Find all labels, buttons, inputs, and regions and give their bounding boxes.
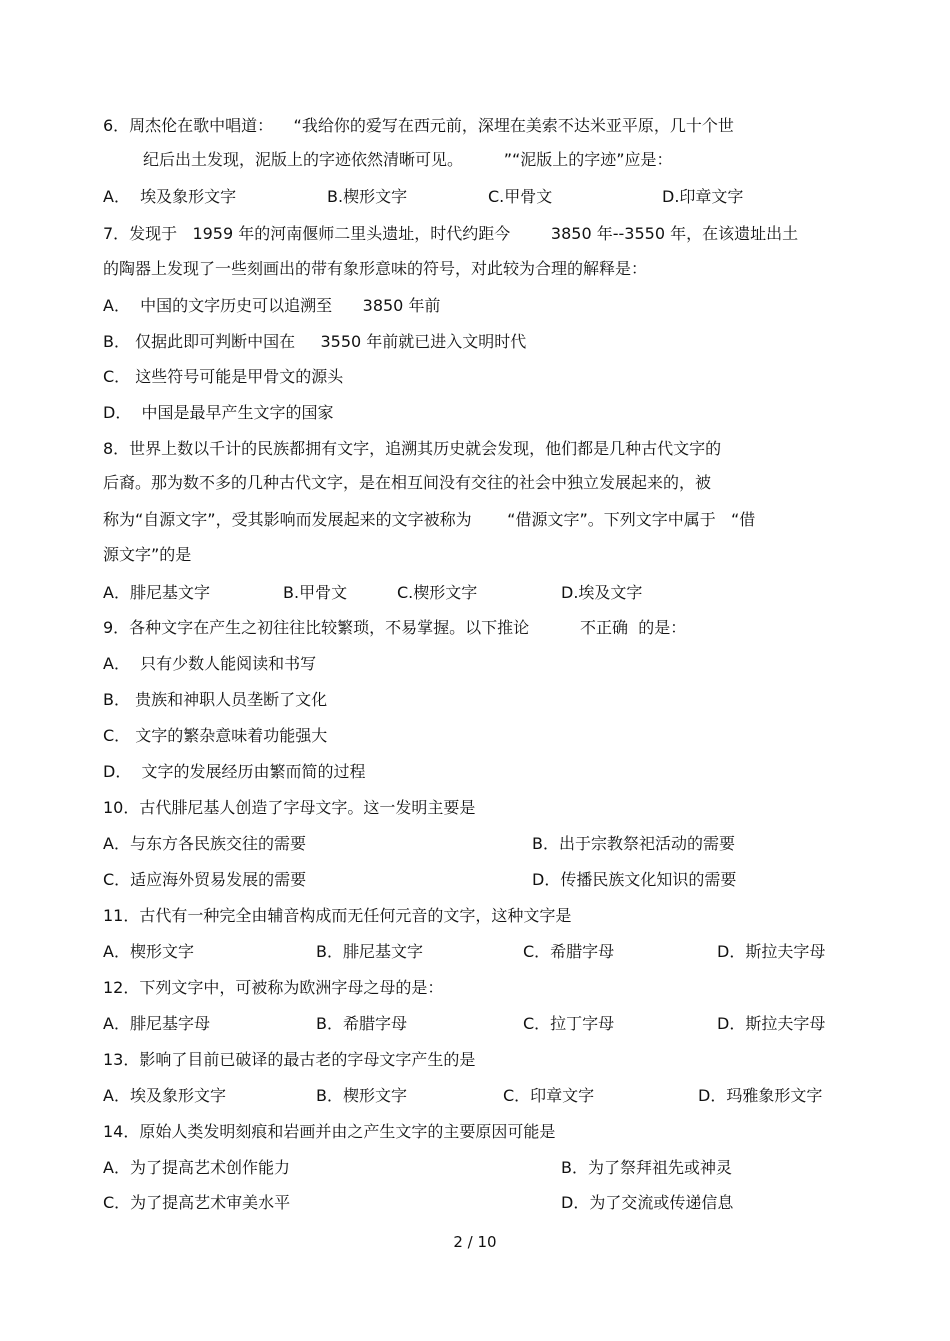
text-line: B.楔形文字 (327, 187, 408, 206)
text-line: D.印章文字 (662, 187, 744, 206)
text-line: 后裔。那为数不多的几种古代文字，是在相互间没有交往的社会中独立发展起来的，被 (103, 473, 712, 492)
text-line: D．玛雅象形文字 (698, 1086, 823, 1105)
text-line: 称为“自源文字”，受其影响而发展起来的文字被称为 “借源文字”。下列文字中属于 “借 (103, 510, 756, 529)
text-line: C．为了提高艺术审美水平 (103, 1193, 291, 1212)
text-line: A．腓尼基字母 (103, 1014, 210, 1033)
text-line: 10．古代腓尼基人创造了字母文字。这一发明主要是 (103, 798, 476, 817)
text-line: A．为了提高艺术创作能力 (103, 1158, 290, 1177)
text-line: C． 这些符号可能是甲骨文的源头 (103, 367, 344, 386)
text-line: D．传播民族文化知识的需要 (532, 870, 737, 889)
text-line: B．为了祭拜祖先或神灵 (561, 1158, 732, 1177)
text-line: 源文字”的是 (103, 545, 192, 564)
text-line: D．为了交流或传递信息 (561, 1193, 734, 1212)
text-line: B． 贵族和神职人员垄断了文化 (103, 690, 328, 709)
text-line: 13．影响了目前已破译的最古老的字母文字产生的是 (103, 1050, 476, 1069)
text-line: D．斯拉夫字母 (717, 1014, 826, 1033)
text-line: C．希腊字母 (523, 942, 615, 961)
text-line: C.楔形文字 (397, 583, 478, 602)
text-line: A．与东方各民族交往的需要 (103, 834, 306, 853)
text-line: 的陶器上发现了一些刻画出的带有象形意味的符号，对此较为合理的解释是： (103, 259, 648, 278)
text-line: A．楔形文字 (103, 942, 194, 961)
text-line: 9．各种文字在产生之初往往比较繁琐，不易掌握。以下推论 不正确 的是： (103, 618, 687, 637)
text-line: C．适应海外贸易发展的需要 (103, 870, 307, 889)
text-line: 14．原始人类发明刻痕和岩画并由之产生文字的主要原因可能是 (103, 1122, 556, 1141)
text-line: B．出于宗教祭祀活动的需要 (532, 834, 735, 853)
text-line: B． 仅据此即可判断中国在 3550 年前就已进入文明时代 (103, 332, 527, 351)
text-line: A．腓尼基文字 (103, 583, 210, 602)
text-line: C． 文字的繁杂意味着功能强大 (103, 726, 328, 745)
text-line: D． 中国是最早产生文字的国家 (103, 403, 334, 422)
text-line: D．斯拉夫字母 (717, 942, 826, 961)
text-line: B．腓尼基文字 (316, 942, 423, 961)
text-line: D． 文字的发展经历由繁而简的过程 (103, 762, 366, 781)
text-line: 12．下列文字中，可被称为欧洲字母之母的是： (103, 978, 444, 997)
text-line: C．印章文字 (503, 1086, 595, 1105)
text-line: C.甲骨文 (488, 187, 553, 206)
text-line: 6．周杰伦在歌中唱道： “我给你的爱写在西元前，深埋在美索不达米亚平原，几十个世 (103, 116, 734, 135)
text-line: C．拉丁字母 (523, 1014, 615, 1033)
text-line: 7．发现于 1959 年的河南偃师二里头遗址，时代约距今 3850 年--3550 年，在该遗址出土 (103, 224, 799, 243)
text-line: 8．世界上数以千计的民族都拥有文字，追溯其历史就会发现，他们都是几种古代文字的 (103, 439, 722, 458)
text-line: B．楔形文字 (316, 1086, 407, 1105)
text-line: A． 埃及象形文字 (103, 187, 237, 206)
text-line: A．埃及象形文字 (103, 1086, 226, 1105)
text-line: A． 只有少数人能阅读和书写 (103, 654, 317, 673)
text-line: B．希腊字母 (316, 1014, 407, 1033)
page-number: 2 / 10 (453, 1233, 497, 1251)
text-line: D.埃及文字 (561, 583, 643, 602)
text-line: A． 中国的文字历史可以追溯至 3850 年前 (103, 296, 441, 315)
text-line: 11．古代有一种完全由辅音构成而无任何元音的文字，这种文字是 (103, 906, 572, 925)
text-line: 纪后出土发现，泥版上的字迹依然清晰可见。 ”“泥版上的字迹”应是： (143, 150, 673, 169)
text-line: B.甲骨文 (283, 583, 348, 602)
